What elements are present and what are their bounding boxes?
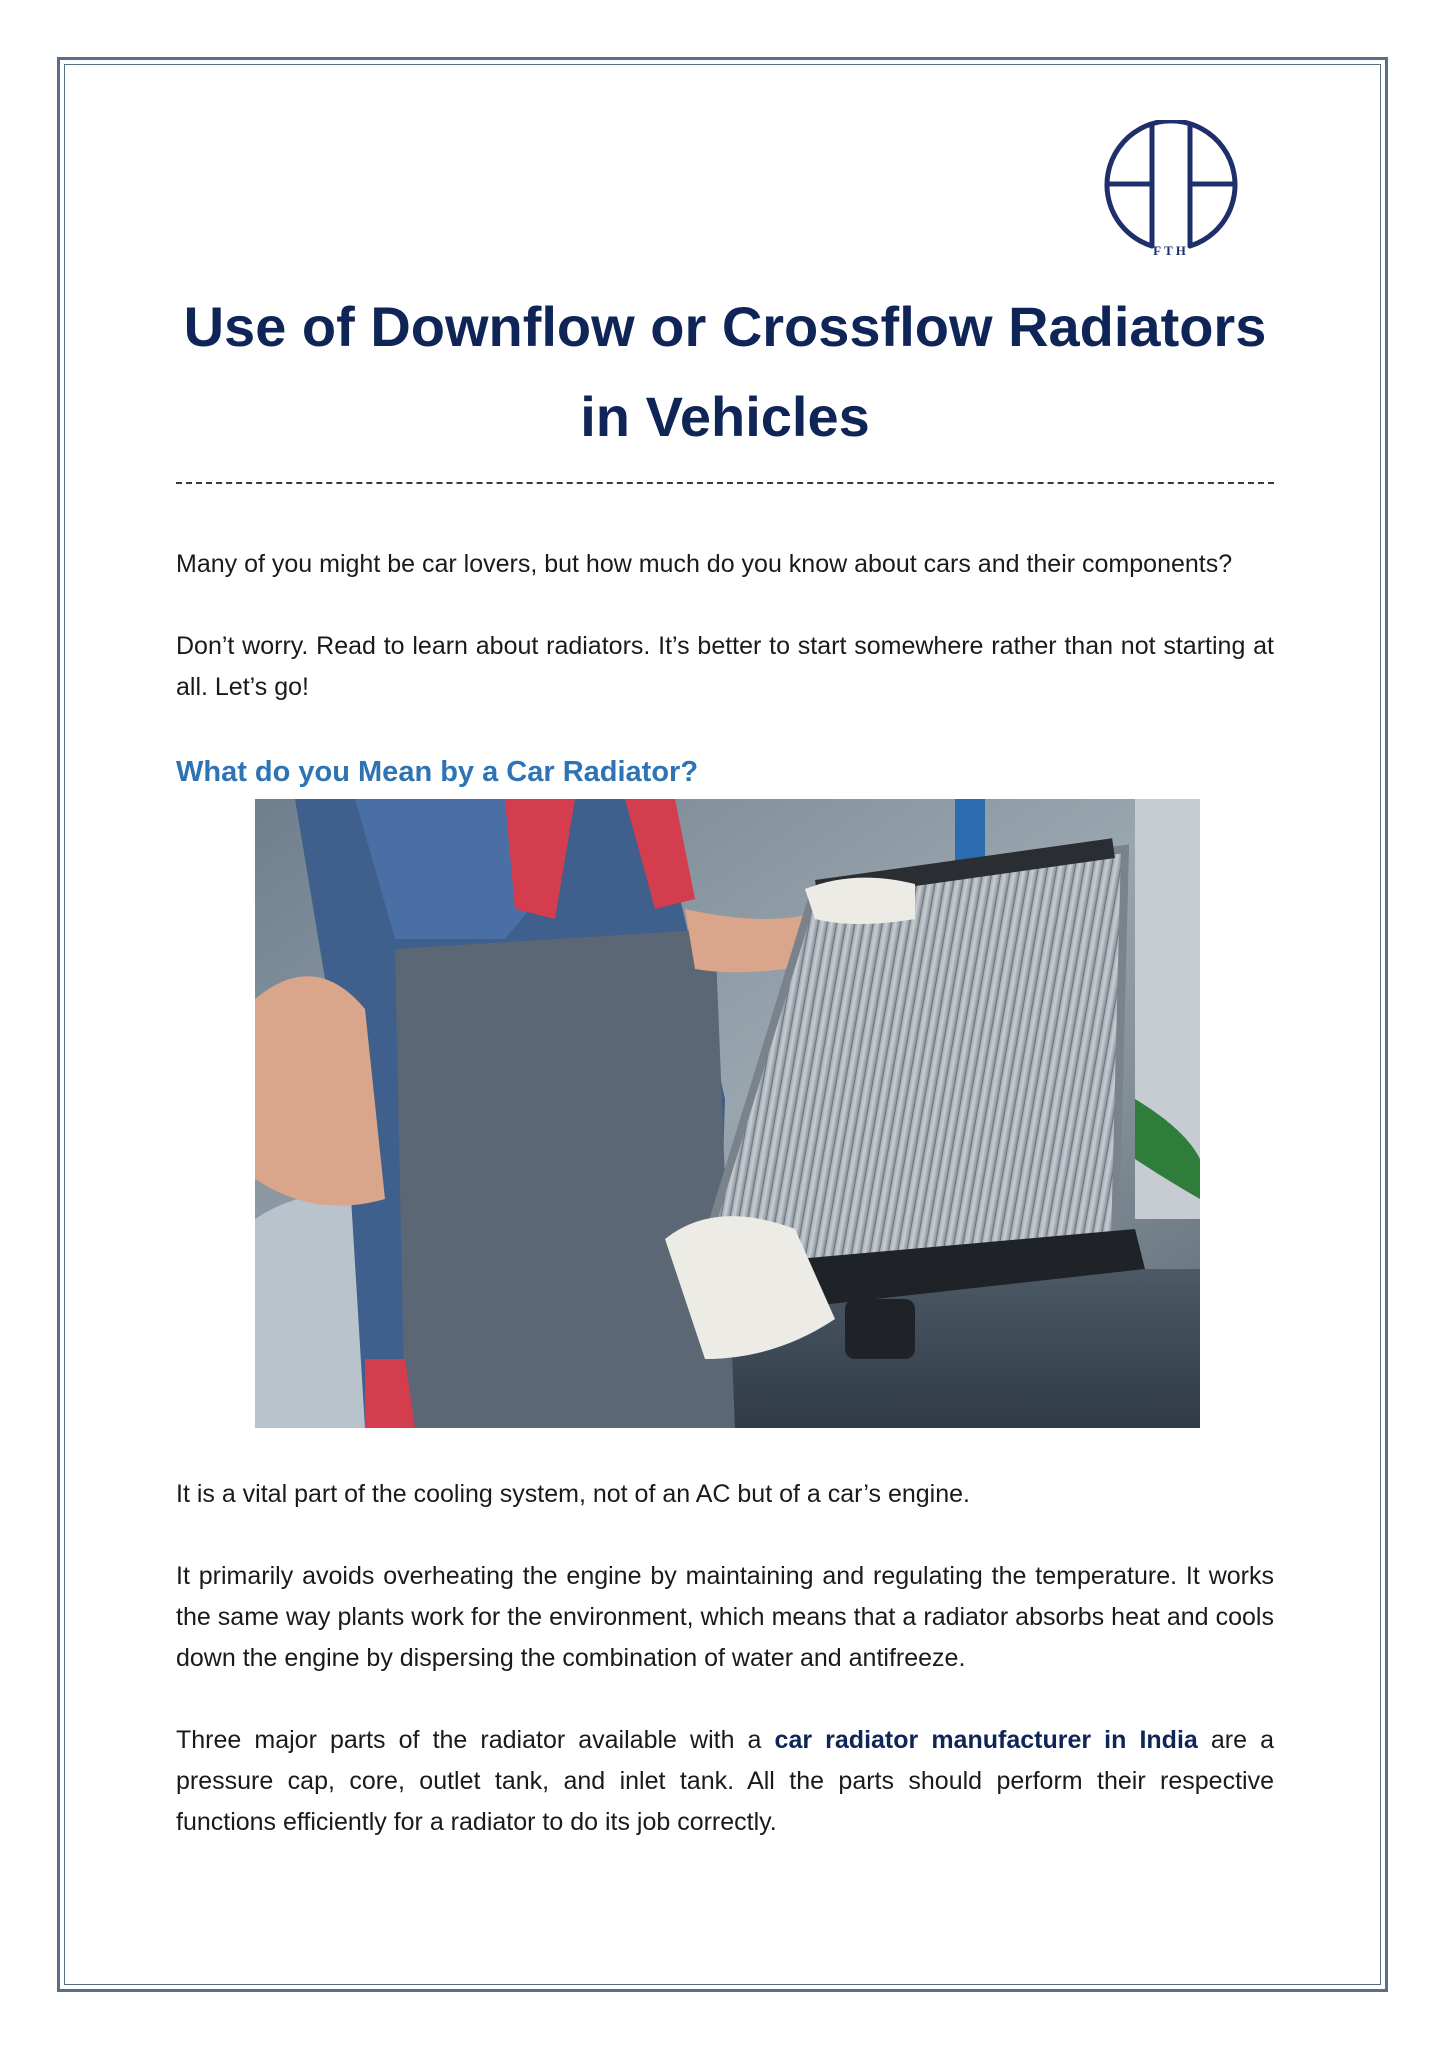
dashed-divider [176,482,1274,484]
intro-paragraph-1: Many of you might be car lovers, but how much do you know about cars and their components? [176,550,1233,578]
radiator-photo [255,799,1200,1428]
manufacturer-link[interactable]: car radiator manufacturer in India [774,1726,1198,1754]
page-title [150,282,1300,462]
fth-logo-icon [1100,120,1242,262]
content-paragraph-2: It primarily avoids overheating the engine by maintaining and regulating the temperature. It works the same way plants work for the environment, which means that a radiator absorbs heat and cools down the engine by dispersing the combination of water and antifreeze. [176,1562,1274,1672]
photo-icon [255,799,1200,1428]
logo-text: FTH [1153,243,1189,258]
content-paragraph-3 [176,1720,1274,1843]
paragraph-3-end: are a pressure cap, core, outlet tank, and inlet tank. All the parts should perform their respective functions efficiently for a radiator to do its job correctly. [176,1726,1275,1836]
fth-logo [1100,120,1242,262]
section-heading: What do you Mean by a Car Radiator? [176,756,699,788]
content-paragraph-1: It is a vital part of the cooling system, not of an AC but of a car’s engine. [176,1480,970,1508]
paragraph-3-start: Three major parts of the radiator available with a [176,1726,775,1754]
title-line-2: in Vehicles [580,385,870,448]
intro-paragraph-2: Don’t worry. Read to learn about radiators. It’s better to start somewhere rather than not starting at all. Let’s go! [176,632,1274,701]
title-line-1: Use of Downflow or Crossflow Radiators [183,295,1267,358]
